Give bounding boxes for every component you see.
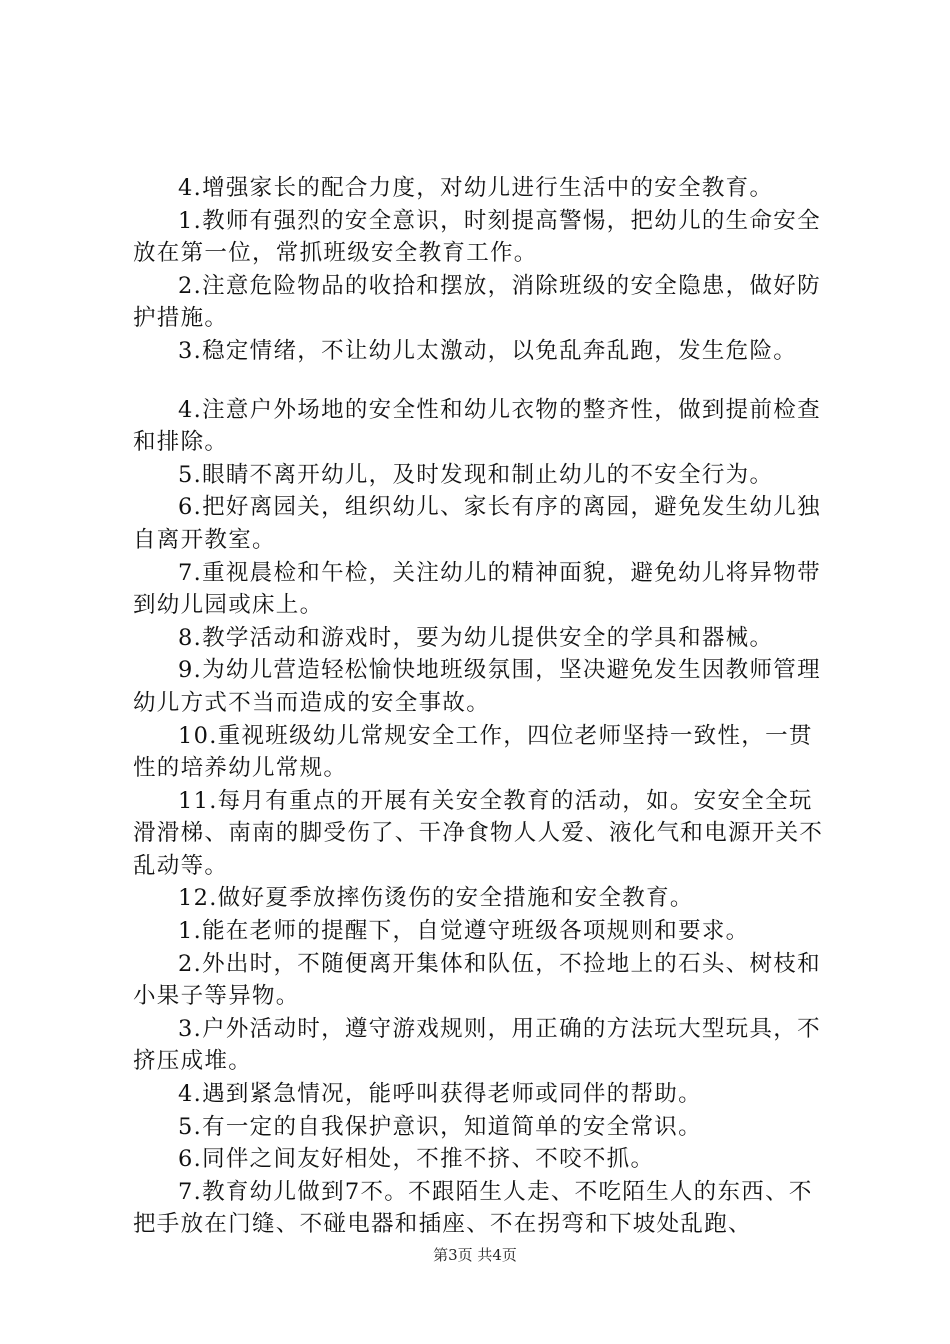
paragraph: 11.每月有重点的开展有关安全教育的活动，如。安安全全玩滑滑梯、南南的脚受伤了、干净食物人人爱、液化气和电源开关不乱动等。 bbox=[133, 787, 824, 879]
paragraph: 4.增强家长的配合力度，对幼儿进行生活中的安全教育。 bbox=[178, 175, 774, 201]
paragraph: 6.把好离园关，组织幼儿、家长有序的离园，避免发生幼儿独自离开教室。 bbox=[133, 494, 821, 553]
page-footer bbox=[0, 1244, 950, 1265]
paragraph: 5.有一定的自我保护意识，知道简单的安全常识。 bbox=[178, 1113, 702, 1140]
paragraph: 4.遇到紧急情况，能呼叫获得老师或同伴的帮助。 bbox=[178, 1081, 702, 1108]
paragraph: 6.同伴之间友好相处，不推不挤、不咬不抓。 bbox=[178, 1146, 655, 1173]
paragraph: 1.能在老师的提醒下，自觉遵守班级各项规则和要求。 bbox=[178, 918, 750, 945]
page-number-label: 第3页 共4页 bbox=[433, 1246, 517, 1264]
paragraph: 4.注意户外场地的安全性和幼儿衣物的整齐性，做到提前检查和排除。 bbox=[133, 396, 821, 456]
paragraph: 2.外出时，不随便离开集体和队伍，不捡地上的石头、树枝和小果子等异物。 bbox=[133, 950, 821, 1010]
paragraph: 8.教学活动和游戏时，要为幼儿提供安全的学具和器械。 bbox=[178, 624, 774, 651]
paragraph: 12.做好夏季放摔伤烫伤的安全措施和安全教育。 bbox=[178, 885, 694, 912]
paragraph: 3.户外活动时，遵守游戏规则，用正确的方法玩大型玩具，不挤压成堆。 bbox=[133, 1015, 821, 1075]
paragraph: 9.为幼儿营造轻松愉快地班级氛围，坚决避免发生因教师管理幼儿方式不当而造成的安全事故。 bbox=[133, 657, 821, 716]
paragraph: 10.重视班级幼儿常规安全工作，四位老师坚持一致性，一贯性的培养幼儿常规。 bbox=[133, 722, 813, 782]
paragraph: 7.教育幼儿做到7不。不跟陌生人走、不吃陌生人的东西、不把手放在门缝、不碰电器和插座、不在拐弯和下坡处乱跑、 bbox=[133, 1178, 813, 1238]
paragraph: 7.重视晨检和午检，关注幼儿的精神面貌，避免幼儿将异物带到幼儿园或床上。 bbox=[133, 559, 821, 619]
paragraph: 3.稳定情绪，不让幼儿太激动，以免乱奔乱跑，发生危险。 bbox=[178, 337, 798, 364]
paragraph: 5.眼睛不离开幼儿，及时发现和制止幼儿的不安全行为。 bbox=[178, 461, 774, 488]
paragraph: 2.注意危险物品的收拾和摆放，消除班级的安全隐患，做好防护措施。 bbox=[133, 272, 821, 332]
paragraph: 1.教师有强烈的安全意识，时刻提高警惕，把幼儿的生命安全放在第一位，常抓班级安全教育工作。 bbox=[133, 207, 821, 267]
document-body bbox=[133, 172, 833, 1241]
